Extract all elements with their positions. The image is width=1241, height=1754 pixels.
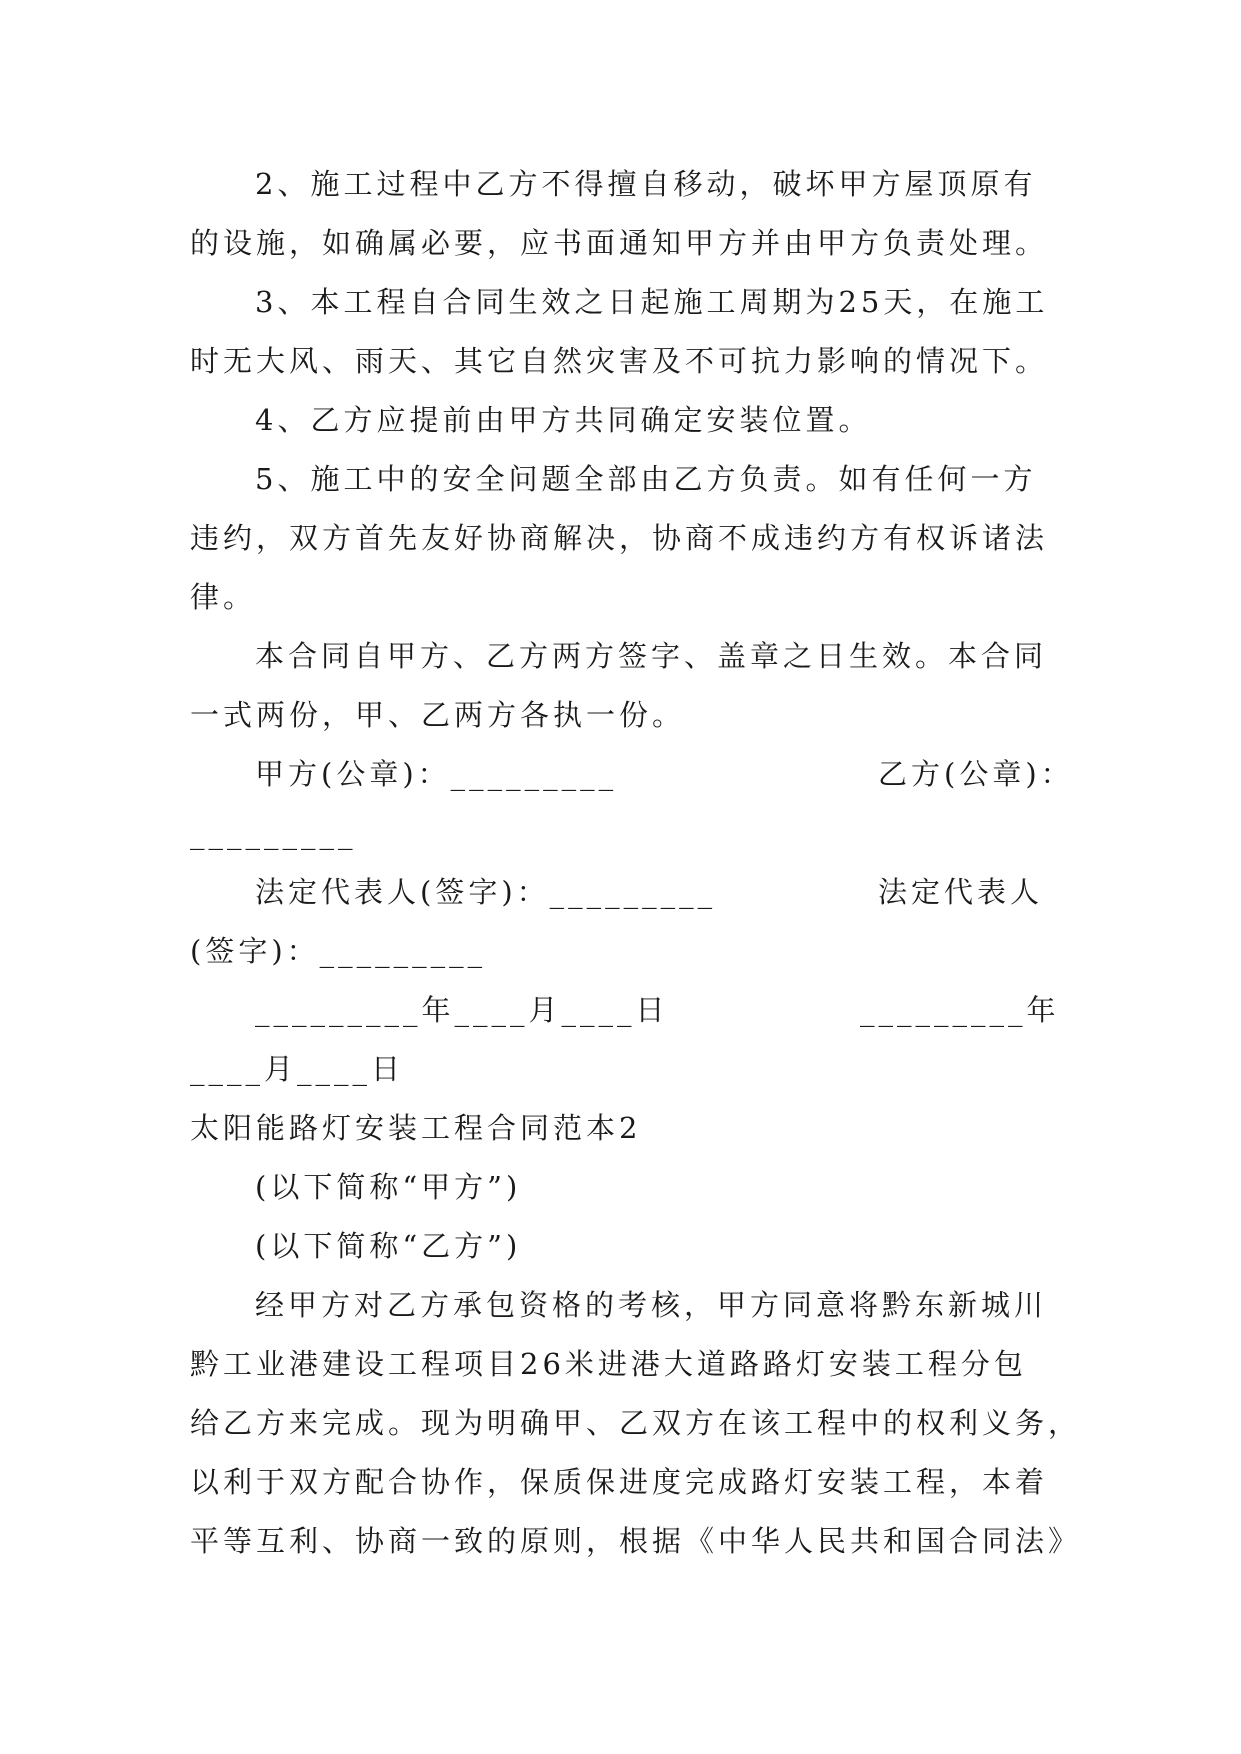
party-a-rep-line: 法定代表人(签字)：_________	[255, 875, 717, 909]
body2-line-4: 以利于双方配合协作，保质保进度完成路灯安装工程，本着	[190, 1465, 1049, 1499]
party-b-date-month-day: ____月____日	[190, 1052, 405, 1086]
party-a-date-line: _________年____月____日	[255, 993, 669, 1027]
clause-3-line-1: 3、本工程自合同生效之日起施工周期为25天，在施工	[255, 285, 1049, 319]
party-b-date-year: _________年	[860, 993, 1060, 1027]
party-a-abbreviation: (以下简称“甲方”)	[255, 1170, 522, 1204]
clause-3-line-2: 时无大风、雨天、其它自然灾害及不可抗力影响的情况下。	[190, 344, 1049, 378]
body2-line-1: 经甲方对乙方承包资格的考核，甲方同意将黔东新城川	[255, 1288, 1048, 1322]
body2-line-5: 平等互利、协商一致的原则，根据《中华人民共和国合同法》	[190, 1524, 1082, 1558]
party-b-rep-label: 法定代表人	[878, 875, 1044, 909]
party-a-seal-line: 甲方(公章)：_________	[255, 757, 618, 791]
party-b-abbreviation: (以下简称“乙方”)	[255, 1229, 522, 1263]
clause-5-line-1: 5、施工中的安全问题全部由乙方负责。如有任何一方	[255, 462, 1037, 496]
effective-line-2: 一式两份，甲、乙两方各执一份。	[190, 698, 686, 732]
clause-2-line-1: 2、施工过程中乙方不得擅自移动，破坏甲方屋顶原有	[255, 167, 1037, 201]
clause-4-line-1: 4、乙方应提前由甲方共同确定安装位置。	[255, 403, 872, 437]
party-b-seal-blank: _________	[190, 816, 357, 850]
body2-line-2: 黔工业港建设工程项目26米进港大道路路灯安装工程分包	[190, 1347, 1027, 1381]
clause-2-line-2: 的设施，如确属必要，应书面通知甲方并由甲方负责处理。	[190, 226, 1049, 260]
section-heading-2: 太阳能路灯安装工程合同范本2	[190, 1111, 642, 1145]
effective-line-1: 本合同自甲方、乙方两方签字、盖章之日生效。本合同	[255, 639, 1048, 673]
body2-line-3: 给乙方来完成。现为明确甲、乙双方在该工程中的权利义务，	[190, 1406, 1082, 1440]
party-b-rep-signature: (签字)：_________	[190, 934, 487, 968]
clause-5-line-3: 律。	[190, 580, 257, 614]
party-b-seal-label: 乙方(公章)：	[878, 757, 1074, 791]
clause-5-line-2: 违约，双方首先友好协商解决，协商不成违约方有权诉诸法	[190, 521, 1049, 555]
